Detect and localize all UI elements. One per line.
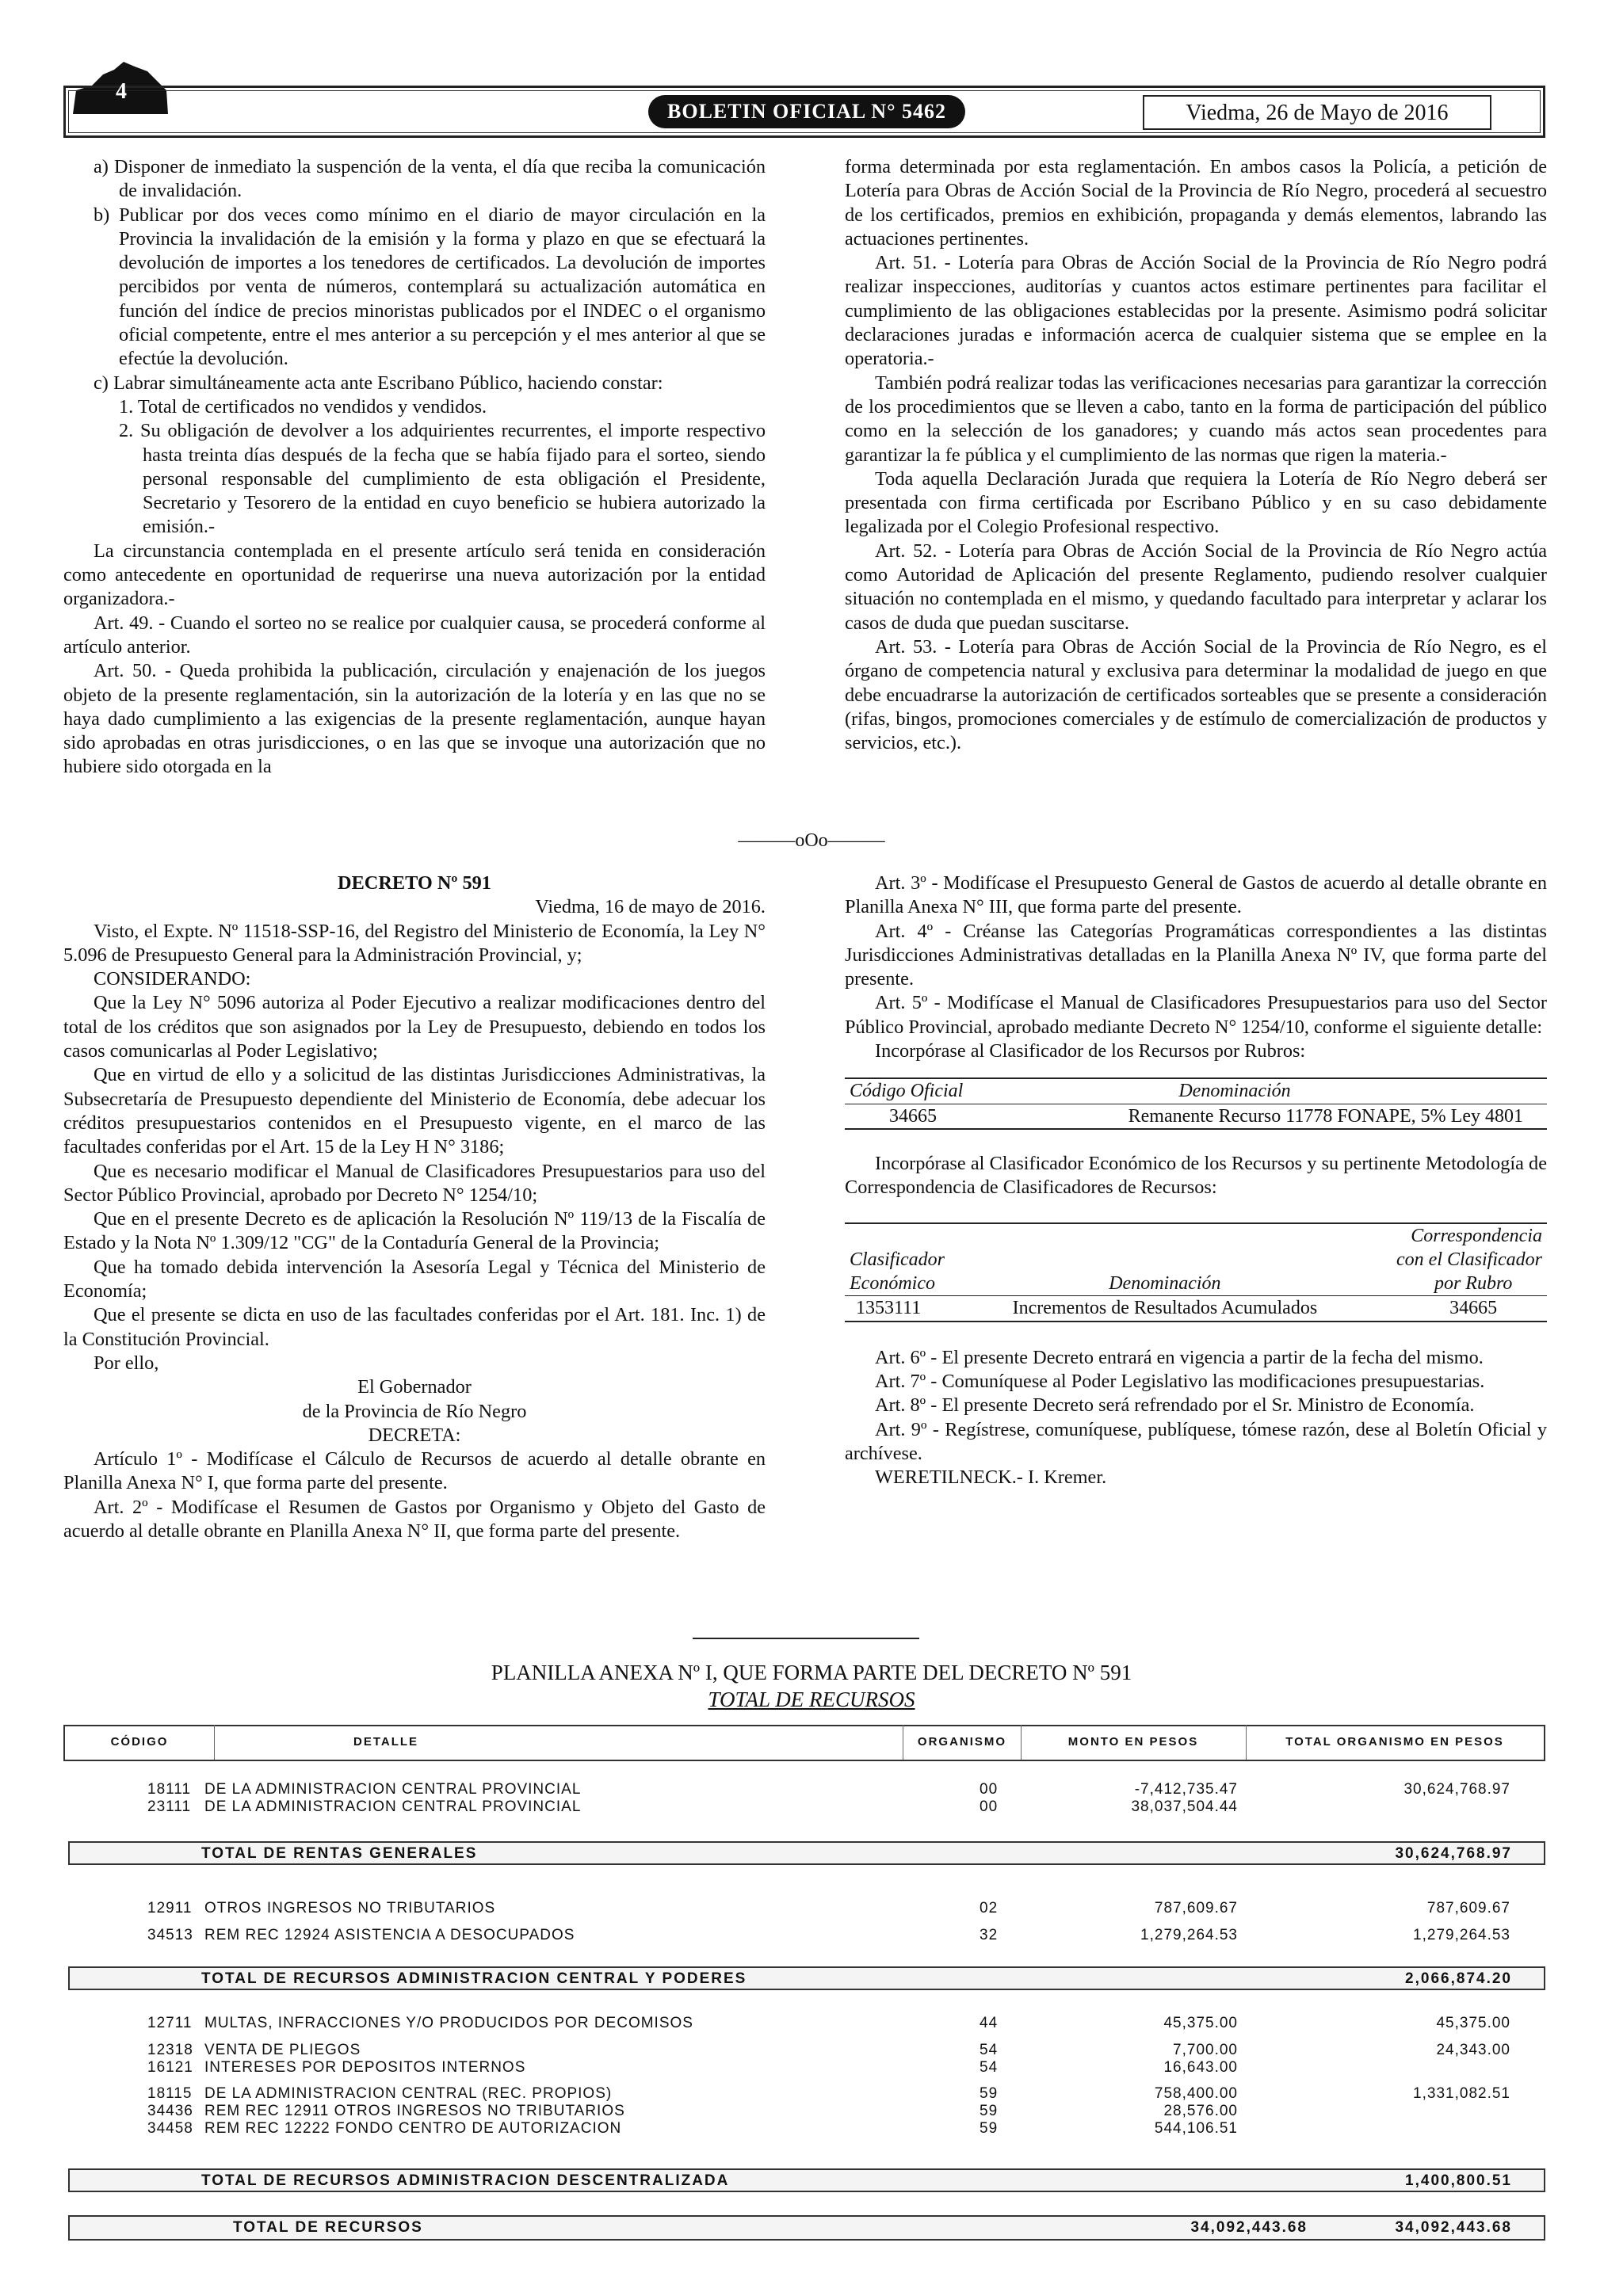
row-organismo: 54 bbox=[980, 2059, 999, 2076]
row-total: 787,609.67 bbox=[1426, 1900, 1510, 1917]
classifier-table-1: Código Oficial Denominación 34665 Remanente Recurso 11778 FONAPE, 5% Ley 4801 bbox=[845, 1077, 1547, 1130]
bulletin-date: Viedma, 26 de Mayo de 2016 bbox=[1143, 95, 1491, 130]
row-monto: 45,375.00 bbox=[1163, 2015, 1238, 2031]
row-code: 12711 bbox=[147, 2015, 193, 2031]
row-total: 1,331,082.51 bbox=[1413, 2085, 1510, 2102]
art-3: Art. 3º - Modifícase el Presupuesto General de Gastos de acuerdo al detalle obrante en Planilla Anexa N° III, que forma parte del presente. bbox=[845, 872, 1547, 918]
row-code: 16121 bbox=[147, 2059, 193, 2076]
planilla-title: PLANILLA ANEXA Nº I, QUE FORMA PARTE DEL DECRETO Nº 591 bbox=[491, 1661, 1132, 1684]
page-number: 4 bbox=[116, 79, 127, 104]
row-detail: REM REC 12924 ASISTENCIA A DESOCUPADOS bbox=[204, 1927, 575, 1943]
art-7: Art. 7º - Comuníquese al Poder Legislativo las modificaciones presupuestarias. bbox=[875, 1371, 1485, 1393]
planilla-subtitle: TOTAL DE RECURSOS bbox=[708, 1688, 915, 1711]
row-organismo: 00 bbox=[980, 1781, 999, 1798]
row-organismo: 59 bbox=[980, 2120, 999, 2137]
row-total: 30,624,768.97 bbox=[1403, 1781, 1510, 1798]
considerando: CONSIDERANDO: bbox=[94, 968, 251, 990]
col-header-detalle: DETALLE bbox=[214, 1725, 903, 1760]
art-2: Art. 2º - Modifícase el Resumen de Gastos por Organismo y Objeto del Gasto de acuerdo al detalle obrante en Planilla Anexa N° II, que forma parte del presente. bbox=[63, 1496, 766, 1543]
row-detail: VENTA DE PLIEGOS bbox=[204, 2042, 361, 2058]
row-monto: 758,400.00 bbox=[1154, 2085, 1238, 2102]
classifier-table-2: Correspondencia Clasificador con el Clasificador Económico Denominación por Rubro 1353111 Incrementos de Resultados Acumulados 34665 bbox=[845, 1222, 1547, 1322]
art-4: Art. 4º - Créanse las Categorías Programáticas correspondientes a las distintas Jurisdicciones Administrativas detalladas en la Planilla Anexa Nº IV, que forma parte del presente. bbox=[845, 920, 1547, 990]
row-detail: DE LA ADMINISTRACION CENTRAL PROVINCIAL bbox=[204, 1798, 582, 1815]
row-code: 34458 bbox=[147, 2120, 193, 2137]
row-detail: INTERESES POR DEPOSITOS INTERNOS bbox=[204, 2059, 526, 2076]
row-detail: REM REC 12911 OTROS INGRESOS NO TRIBUTARIOS bbox=[204, 2103, 625, 2119]
row-organismo: 59 bbox=[980, 2085, 999, 2102]
decree-title: DECRETO Nº 591 bbox=[338, 872, 491, 894]
art-6: Art. 6º - El presente Decreto entrará en vigencia a partir de la fecha del mismo. bbox=[875, 1346, 1484, 1368]
row-code: 12318 bbox=[147, 2042, 193, 2058]
decree-left-column: DECRETO Nº 591 Viedma, 16 de mayo de 2016. Visto, el Expte. Nº 11518-SSP-16, del Registro del Ministerio de Economía, la Ley N° 5.096 de Presupuesto General para la Administración Provincial, y; CONSIDERANDO: Que la Ley N° 5096 autoriza al Poder Ejecutivo a realizar modificaciones dentro del total de los créditos que son asignados por la Ley de Presupuesto, debiendo en todos los casos comunicarlas al Poder Legislativo; Que en virtud de ello y a solicitud de las distintas Jurisdicciones Administrativas, la Subsecretaría de Presupuesto dependiente del Ministerio de Economía, debe adecuar los créditos presupuestarios contenidos en el Presupuesto vigente, en el marco de las facultades conferidas por el Art. 15 de la Ley H N° 3186; Que es necesario modificar el Manual de Clasificadores Presupuestarios para uso del Sector Público Provincial, aprobado por Decreto N° 1254/10; Que en el presente Decreto es de aplicación la Resolución Nº 119/13 de la Fiscalía de Estado y la Nota Nº 1.309/12 "CG" de la Contaduría General de la Provincia; Que ha tomado debida intervención la Asesoría Legal y Técnica del Ministerio de Economía; Que el presente se dicta en uso de las facultades conferidas por el Art. 181. Inc. 1) de la Constitución Provincial. Por ello, El Gobernador de la Provincia de Río Negro DECRETA: Artículo 1º - Modifícase el Cálculo de Recursos de acuerdo al detalle obrante en Planilla Anexa N° I, que forma parte del presente. Art. 2º - Modifícase el Resumen de Gastos por Organismo y Objeto del Gasto de acuerdo al detalle obrante en Planilla Anexa N° II, que forma parte del presente. bbox=[63, 871, 766, 1543]
row-code: 18111 bbox=[147, 1781, 192, 1798]
col-header-total: TOTAL ORGANISMO EN PESOS bbox=[1285, 1735, 1504, 1749]
art-50: Art. 50. - Queda prohibida la publicación, circulación y enajenación de los juegos objeto de la presente reglamentación, sin la autorización de la lotería y en las que no se haya dado cumplimiento a las exigencias de la presente reglamentación, aunque hayan sido aprobadas en otras jurisdicciones, o en las que se invoque una autorización que no hubiere sido otorgada en la bbox=[63, 660, 766, 778]
item-b: b) Publicar por dos veces como mínimo en el diario de mayor circulación en la Provincia la invalidación de la emisión y la forma y plazo en que se efectuará la devolución de importes a los tenedores de certificados. La devolución de importes percibidos por venta de números, contemplará su actualización automática en función del índice de precios minoristas publicados por el INDEC o el organismo oficial competente, entre el mes anterior a su percepción y el mes anterior al que se efectúe la devolución. bbox=[94, 204, 766, 370]
row-code: 34513 bbox=[147, 1927, 193, 1943]
row-monto: 1,279,264.53 bbox=[1140, 1927, 1238, 1943]
section-separator: ———oOo——— bbox=[738, 830, 885, 851]
item-c2: 2. Su obligación de devolver a los adquirientes recurrentes, el importe respectivo hasta treinta días después de la fecha que se había fijado para el sorteo, siendo personal responsable del cumplimiento de esta obligación el Presidente, Secretario y Tesorero de la entidad en cuyo beneficio se hubiera autorizado la emisión.- bbox=[119, 420, 766, 538]
art-8: Art. 8º - El presente Decreto será refrendado por el Sr. Ministro de Economía. bbox=[875, 1394, 1475, 1417]
divider bbox=[693, 1638, 919, 1639]
total-recursos: TOTAL DE RECURSOS 34,092,443.68 34,092,443.68 bbox=[68, 2215, 1545, 2241]
decree-right-column: Art. 3º - Modifícase el Presupuesto General de Gastos de acuerdo al detalle obrante en Planilla Anexa N° III, que forma parte del presente. Art. 4º - Créanse las Categorías Programáticas correspondientes a las distintas Jurisdicciones Administrativas detalladas en la Planilla Anexa Nº IV, que forma parte del presente. Art. 5º - Modifícase el Manual de Clasificadores Presupuestarios para uso del Sector Público Provincial, aprobado mediante Decreto N° 1254/10, conforme el siguiente detalle: Incorpórase al Clasificador de los Recursos por Rubros: Código Oficial Denominación 34665 Remanente Recurso 11778 FONAPE, 5% Ley 4801 Incorpórase al Clasificador Económico de los Recursos y su pertinente Metodología de Correspondencia de Clasificadores de Recursos: Correspondencia Clasificador con el Clasificador Económico Denominación por Rubro 1353111 Incrementos de Resultados Acumulados 34665 Art. 6º - El presente Decreto entrará en vigencia a partir de la fecha del mismo. Art. 7º - Comuníquese al Poder Legislativo las modificaciones presupuestarias. Art. 8º - El presente Decreto será refrendado por el Sr. Ministro de Economía. Art. 9º - Regístrese, comuníquese, publíquese, tómese razón, dese al Boletín Oficial y archívese. WERETILNECK.- I. Kremer. bbox=[845, 871, 1547, 1490]
art-5: Art. 5º - Modifícase el Manual de Clasificadores Presupuestarios para uso del Sector Público Provincial, aprobado mediante Decreto N° 1254/10, conforme el siguiente detalle: bbox=[845, 992, 1547, 1038]
col-header-monto: MONTO EN PESOS bbox=[1021, 1725, 1247, 1760]
row-detail: DE LA ADMINISTRACION CENTRAL (REC. PROPIOS) bbox=[204, 2085, 613, 2102]
art-53: Art. 53. - Lotería para Obras de Acción Social de la Provincia de Río Negro, es el órgano de competencia natural y exclusiva para determinar la modalidad de juego en que debe encuadrarse la autorización de certificados sorteables que se presente a consideración (rifas, bingos, promociones comerciales y de estímulo de comercialización de productos y servicios, etc.). bbox=[845, 635, 1547, 754]
row-organismo: 32 bbox=[980, 1927, 999, 1943]
row-organismo: 00 bbox=[980, 1798, 999, 1815]
row-detail: DE LA ADMINISTRACION CENTRAL PROVINCIAL bbox=[204, 1781, 582, 1798]
art-1: Artículo 1º - Modifícase el Cálculo de Recursos de acuerdo al detalle obrante en Planilla Anexa N° I, que forma parte del presente. bbox=[63, 1448, 766, 1494]
item-a: a) Disponer de inmediato la suspención de la venta, el día que reciba la comunicación de invalidación. bbox=[94, 156, 766, 202]
visto: Visto, el Expte. Nº 11518-SSP-16, del Registro del Ministerio de Economía, la Ley N° 5.096 de Presupuesto General para la Administración Provincial, y; bbox=[63, 920, 766, 966]
row-detail: MULTAS, INFRACCIONES Y/O PRODUCIDOS POR DECOMISOS bbox=[204, 2015, 693, 2031]
art-52: Art. 52. - Lotería para Obras de Acción Social de la Provincia de Río Negro actúa como Autoridad de Aplicación del presente Reglamento, pudiendo resolver cualquier situación no contemplada en el mismo, y quedando facultado para interpretar y aclarar los casos de duda que puedan suscitarse. bbox=[845, 540, 1547, 634]
art-49: Art. 49. - Cuando el sorteo no se realice por cualquier causa, se procederá conforme al artículo anterior. bbox=[63, 612, 766, 658]
row-monto: 787,609.67 bbox=[1154, 1900, 1238, 1917]
paragraph: También podrá realizar todas las verificaciones necesarias para garantizar la corrección de los procedimientos que se lleven a cabo, tanto en la forma de participación del público como en la selección de los ganadores; y cuando más actos sean procedentes para garantizar la fe pública y el cumplimiento de las normas que rigen la materia.- bbox=[845, 372, 1547, 466]
signatures: WERETILNECK.- I. Kremer. bbox=[875, 1466, 1107, 1489]
item-c1: 1. Total de certificados no vendidos y vendidos. bbox=[119, 395, 487, 418]
total-rentas-generales: TOTAL DE RENTAS GENERALES 30,624,768.97 bbox=[68, 1841, 1545, 1865]
row-detail: OTROS INGRESOS NO TRIBUTARIOS bbox=[204, 1900, 496, 1917]
row-code: 18115 bbox=[147, 2085, 193, 2102]
row-monto: 7,700.00 bbox=[1173, 2042, 1238, 2058]
row-total: 24,343.00 bbox=[1436, 2042, 1510, 2058]
row-monto: 544,106.51 bbox=[1154, 2120, 1238, 2137]
art-51: Art. 51. - Lotería para Obras de Acción Social de la Provincia de Río Negro podrá realizar inspecciones, auditorías y cuantos actos estimare pertinentes para facilitar el cumplimiento de las obligaciones establecidas por la presente. Asimismo podrá solicitar declaraciones juradas e información acerca de cualquier sistema que se emplee en la operatoria.- bbox=[845, 252, 1547, 370]
col-header-codigo: CÓDIGO bbox=[65, 1725, 215, 1760]
row-monto: 16,643.00 bbox=[1163, 2059, 1238, 2076]
row-detail: REM REC 12222 FONDO CENTRO DE AUTORIZACION bbox=[204, 2120, 622, 2137]
total-administracion-descentralizada: TOTAL DE RECURSOS ADMINISTRACION DESCENTRALIZADA 1,400,800.51 bbox=[68, 2168, 1545, 2192]
decree-date: Viedma, 16 de mayo de 2016. bbox=[535, 896, 766, 918]
row-monto: 38,037,504.44 bbox=[1131, 1798, 1238, 1815]
row-code: 23111 bbox=[147, 1798, 192, 1815]
total-administracion-central: TOTAL DE RECURSOS ADMINISTRACION CENTRAL Y PODERES 2,066,874.20 bbox=[68, 1966, 1545, 1990]
row-code: 12911 bbox=[147, 1900, 193, 1917]
bulletin-title: BOLETIN OFICIAL N° 5462 bbox=[648, 95, 965, 128]
right-column-top bbox=[845, 155, 1547, 755]
row-monto: 28,576.00 bbox=[1163, 2103, 1238, 2119]
row-monto: -7,412,735.47 bbox=[1134, 1781, 1238, 1798]
row-organismo: 44 bbox=[980, 2015, 999, 2031]
art-9: Art. 9º - Regístrese, comuníquese, publíquese, tómese razón, dese al Boletín Oficial y archívese. bbox=[845, 1418, 1547, 1464]
row-code: 34436 bbox=[147, 2103, 193, 2119]
paragraph: La circunstancia contemplada en el presente artículo será tenida en consideración como antecedente en oportunidad de requerirse una nueva autorización por la entidad organizadora.- bbox=[63, 540, 766, 610]
row-organismo: 02 bbox=[980, 1900, 999, 1917]
paragraph: Toda aquella Declaración Jurada que requiera la Lotería de Río Negro deberá ser presentada con firma certificada por Escribano Público y en su caso debidamente legalizada por el Colegio Profesional respectivo. bbox=[845, 467, 1547, 538]
paragraph: forma determinada por esta reglamentación. En ambos casos la Policía, a petición de Lotería para Obras de Acción Social de la Provincia de Río Negro, procederá al secuestro de los certificados, premios en exhibición, propaganda y demás elementos, labrando las actuaciones pertinentes. bbox=[845, 156, 1547, 250]
decreta: DECRETA: bbox=[368, 1424, 461, 1446]
col-header-organismo: ORGANISMO bbox=[903, 1725, 1022, 1760]
item-c: c) Labrar simultáneamente acta ante Escribano Público, haciendo constar: bbox=[94, 372, 663, 394]
row-total: 1,279,264.53 bbox=[1413, 1927, 1510, 1943]
row-organismo: 54 bbox=[980, 2042, 999, 2058]
left-column-top bbox=[63, 155, 766, 780]
row-organismo: 59 bbox=[980, 2103, 999, 2119]
row-total: 45,375.00 bbox=[1436, 2015, 1510, 2031]
